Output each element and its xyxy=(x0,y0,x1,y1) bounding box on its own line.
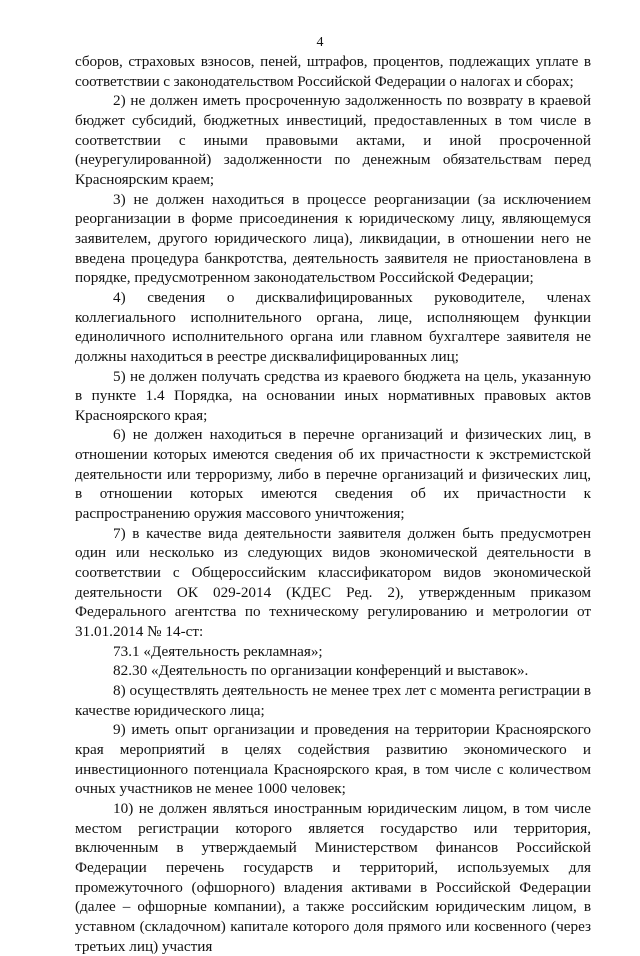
paragraph-item-9: 9) иметь опыт организации и проведения на территории Красноярского края мероприятий в целях содействия развитию экономического и инвестиционного потенциала Красноярского края, в том числе с количеством очных участников не менее 1000 человек; xyxy=(75,721,591,798)
page-number: 4 xyxy=(316,35,324,50)
okved-code-82-30: 82.30 «Деятельность по организации конференций и выставок». xyxy=(113,662,529,680)
paragraph-1-continuation: сборов, страховых взносов, пеней, штрафов, процентов, подлежащих уплате в соответствии с законодательством Российской Федерации о налогах и сборах; xyxy=(75,53,591,90)
paragraph-item-5: 5) не должен получать средства из краевого бюджета на цель, указанную в пункте 1.4 Порядка, на основании иных нормативных правовых актов Красноярского края; xyxy=(75,367,591,424)
okved-code-73-1: 73.1 «Деятельность рекламная»; xyxy=(113,642,323,660)
paragraph-item-3: 3) не должен находиться в процессе реорганизации (за исключением реорганизации в форме присоединения к юридическому лицу, являющемуся заявителем, другого юридического лица), ликвидации, в отношении него не введена процедура банкротства, деятельность заявителя не приостановлена в порядке, предусмотренном законодательством Российской Федерации; xyxy=(75,190,591,287)
paragraph-item-4: 4) сведения о дисквалифицированных руководителе, членах коллегиального исполнительного органа, лице, исполняющем функции единоличного исполнительного органа или главном бухгалтере заявителя не должны находиться в реестре дисквалифицированных лиц; xyxy=(75,288,591,365)
paragraph-item-2: 2) не должен иметь просроченную задолженность по возврату в краевой бюджет субсидий, бюджетных инвестиций, предоставленных в том числе в соответствии с иными правовыми актами, и иной просроченной (неурегулированной) задолженности по денежным обязательствам перед Красноярским краем; xyxy=(75,92,591,188)
paragraph-item-7: 7) в качестве вида деятельности заявителя должен быть предусмотрен один или несколько из следующих видов экономической деятельности в соответствии с Общероссийским классификатором видов экономической деятельности ОК 029-2014 (КДЕС Ред. 2), утвержденным приказом Федерального агентства по техническому регулированию и метрологии от 31.01.2014 № 14-ст: xyxy=(75,524,591,641)
document-body xyxy=(75,52,591,956)
paragraph-item-10: 10) не должен являться иностранным юридическим лицом, в том числе местом регистрации которого является государство или территория, включенным в утверждаемый Министерством финансов Российской Федерации перечень государств и территорий, используемых для промежуточного (офшорного) владения активами в Российской Федерации (далее – офшорные компании), а также российским юридическим лицом, в уставном (складочном) капитале которого доля прямого или косвенного (через третьих лиц) участия xyxy=(75,799,591,955)
paragraph-item-8: 8) осуществлять деятельность не менее трех лет с момента регистрации в качестве юридического лица; xyxy=(75,682,591,719)
paragraph-item-6: 6) не должен находиться в перечне организаций и физических лиц, в отношении которых имеются сведения об их причастности к экстремистской деятельности или терроризму, либо в перечне организаций и физических лиц, в отношении которых имеются сведения об их причастности к распространению оружия массового уничтожения; xyxy=(75,426,591,523)
